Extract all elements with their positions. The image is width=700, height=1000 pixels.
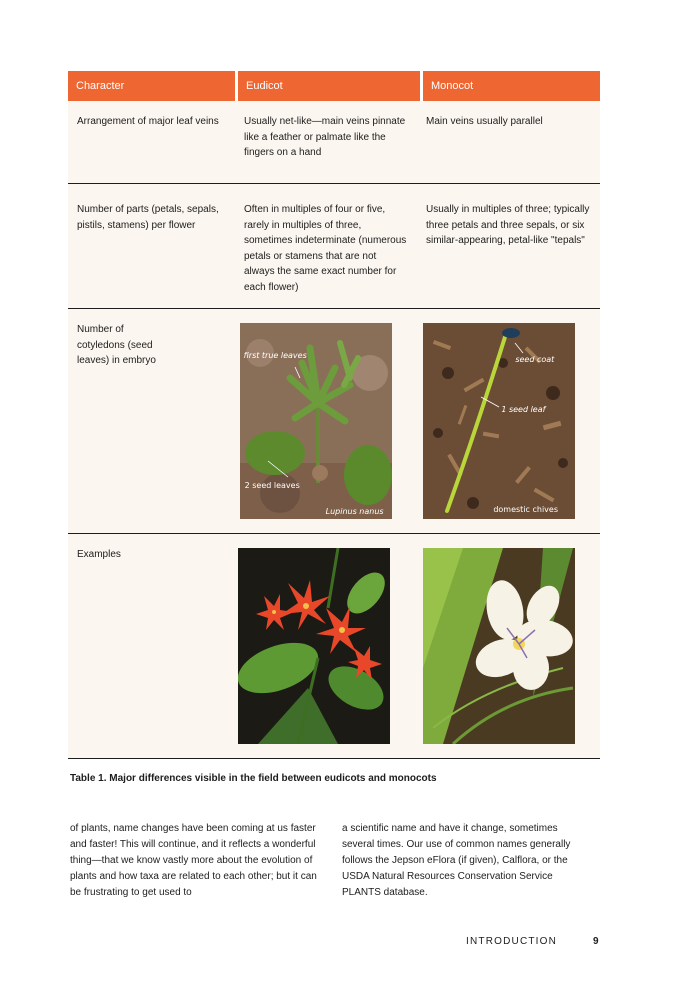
table-row	[68, 534, 600, 759]
row-eudicot: Often in multiples of four or five, rarely in multiples of three, sometimes indeterminate (numerous petals or stamens that are not always the same exact number for each flower)	[244, 204, 407, 293]
row-monocot: Main veins usually parallel	[426, 116, 543, 127]
seed-leaves-label: 2 seed leaves	[244, 481, 300, 490]
red-flower-image	[238, 548, 390, 744]
white-lily-image	[423, 548, 575, 744]
table-row	[68, 184, 600, 309]
header-character: Character	[68, 71, 235, 101]
row-character: Number of parts (petals, sepals, pistils, stamens) per flower	[77, 204, 219, 231]
table-caption: Table 1. Major differences visible in the field between eudicots and monocots	[70, 773, 437, 784]
header-eudicot: Eudicot	[238, 71, 420, 101]
eudicot-photo-cell	[232, 309, 416, 533]
chive-seedling-image	[423, 323, 575, 519]
table-row	[68, 309, 600, 534]
row-character: Arrangement of major leaf veins	[77, 116, 219, 127]
row-monocot: Usually in multiples of three; typically three petals and three sepals, or six similar-appearing, petal-like "tepals"	[426, 204, 590, 246]
row-eudicot: Usually net-like—main veins pinnate like a feather or palmate like the fingers on a hand	[244, 116, 406, 158]
body-text-right: a scientific name and have it change, sometimes several times. Our use of common names generally follows the Jepson eFlora (if given), Calflora, or the USDA Natural Resources Conservation Service PLANTS database.	[342, 823, 571, 898]
body-text-left: of plants, name changes have been coming at us faster and faster! This will continue, and it reflects a wonderful thing—that we know vastly more about the evolution of plants and how taxa are related to each other; but it can be frustrating to get used to	[70, 823, 317, 898]
species-label: domestic chives	[493, 505, 558, 514]
monocot-photo-cell	[415, 309, 600, 533]
header-monocot: Monocot	[423, 71, 600, 101]
monocot-seedling-photo	[423, 323, 575, 519]
row-character: Number of cotyledons (seed leaves) in embryo	[77, 324, 156, 366]
table-row	[68, 101, 600, 184]
seed-coat-label: seed coat	[515, 355, 555, 364]
seed-leaf-label: 1 seed leaf	[501, 405, 546, 414]
eudicot-example-cell	[230, 534, 414, 758]
row-character: Examples	[77, 549, 121, 560]
footer-section-title: INTRODUCTION	[466, 936, 558, 947]
eudicot-seedling-photo	[240, 323, 392, 519]
table-header	[68, 71, 600, 101]
eudicot-example-photo	[238, 548, 390, 744]
page-number: 9	[593, 936, 599, 947]
monocot-example-cell	[415, 534, 600, 758]
species-label: Lupinus nanus	[325, 507, 384, 516]
first-true-leaves-label: first true leaves	[243, 351, 307, 360]
comparison-table	[68, 71, 600, 759]
monocot-example-photo	[423, 548, 575, 744]
